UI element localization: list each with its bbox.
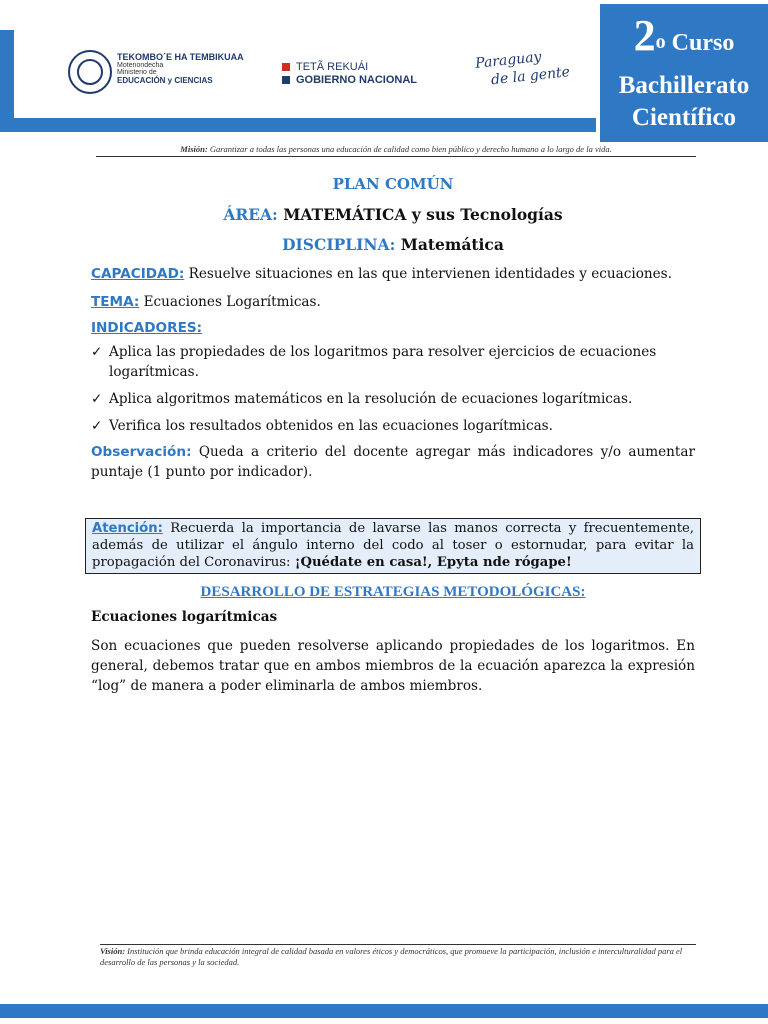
atencion-box: [85, 518, 701, 574]
indicadores-list: [91, 342, 695, 436]
area-value: MATEMÁTICA y sus Tecnologías: [277, 205, 563, 224]
mision-statement: [96, 144, 696, 157]
section-body: Son ecuaciones que pueden resolverse aplicando propiedades de los logaritmos. En general, debemos tratar que en ambos miembros de la ecuación aparezca la expresión “log” de manera a poder eliminarla de ambos miembros.: [91, 638, 695, 694]
vision-statement: [100, 944, 696, 968]
main-content: [91, 172, 695, 482]
mision-label: Misión:: [180, 144, 208, 154]
footer-blue-band: [0, 1004, 768, 1018]
list-item: ✓ Aplica las propiedades de los logaritmos para resolver ejercicios de ecuaciones logarítmicas.: [91, 344, 657, 380]
course-line3: Científico: [631, 104, 737, 131]
vision-label: Visión:: [100, 946, 126, 956]
course-superscript: o: [655, 31, 666, 53]
disciplina-value: Matemática: [395, 235, 504, 254]
atencion-bold: ¡Quédate en casa!, Epyta nde rógape!: [294, 555, 572, 570]
gov-line2: GOBIERNO NACIONAL: [296, 73, 417, 86]
check-icon: ✓: [91, 418, 103, 434]
check-icon: ✓: [91, 391, 103, 407]
mec-line3: Ministerio de: [117, 69, 157, 76]
observacion-text: Queda a criterio del docente agregar más indicadores y/o aumentar puntaje (1 punto por indicador).: [91, 444, 695, 480]
list-item: ✓ Verifica los resultados obtenidos en las ecuaciones logarítmicas.: [91, 418, 553, 434]
disciplina-heading: [91, 232, 695, 258]
course-badge: [600, 4, 768, 142]
capacidad-text: Resuelve situaciones en las que intervienen identidades y ecuaciones.: [184, 266, 672, 282]
national-seal-icon: [68, 50, 112, 94]
mec-line4: EDUCACIÓN y CIENCIAS: [117, 76, 213, 85]
observacion-label: Observación:: [91, 444, 192, 460]
mec-line2: Motenondecha: [117, 62, 164, 69]
flag-blue-icon: [282, 76, 290, 84]
desarrollo-heading: DESARROLLO DE ESTRATEGIAS METODOLÓGICAS:: [200, 584, 586, 600]
area-heading: [91, 202, 695, 228]
mec-logo: [117, 52, 244, 85]
observacion-paragraph: [91, 442, 695, 482]
gobierno-nacional-logo: [282, 60, 417, 86]
atencion-label: Atención:: [92, 521, 163, 536]
area-label: ÁREA:: [223, 205, 278, 224]
section-title: Ecuaciones logarítmicas: [91, 609, 278, 625]
header-left-accent: [0, 30, 14, 132]
gov-line1: TETÃ REKUÁI: [296, 60, 369, 73]
list-item: ✓ Aplica algoritmos matemáticos en la resolución de ecuaciones logarítmicas.: [91, 391, 633, 407]
disciplina-label: DISCIPLINA:: [282, 235, 396, 254]
capacidad-label: CAPACIDAD:: [91, 266, 185, 282]
capacidad-paragraph: [91, 264, 695, 284]
check-icon: ✓: [91, 344, 103, 360]
tema-paragraph: [91, 292, 695, 312]
vision-text: Institución que brinda educación integral de calidad basada en valores éticos y democráticos, que promueve la participación, inclusión e interculturalidad para el desarrollo de las personas y la sociedad.: [100, 946, 683, 967]
flag-red-icon: [282, 63, 290, 71]
course-word: Curso: [671, 30, 735, 56]
script-line1: Paraguay: [474, 49, 543, 72]
course-number: 2: [633, 11, 656, 60]
mision-text: Garantizar a todas las personas una educación de calidad como bien público y derecho humano a lo largo de la vida.: [207, 144, 612, 154]
tema-label: TEMA:: [91, 294, 140, 310]
plan-title: PLAN COMÚN: [332, 175, 454, 193]
indicadores-label: INDICADORES:: [91, 320, 203, 336]
atencion-text: Recuerda la importancia de lavarse las manos correcta y frecuentemente, además de utilizar el ángulo interno del codo al toser o estornudar, para evitar la propagación del Coronavirus:: [92, 521, 694, 570]
course-line2: Bachillerato: [618, 72, 750, 99]
tema-text: Ecuaciones Logarítmicas.: [139, 294, 321, 310]
mec-line1: TEKOMBO´E HA TEMBIKUAA: [117, 52, 244, 62]
script-line2: de la gente: [490, 64, 571, 89]
